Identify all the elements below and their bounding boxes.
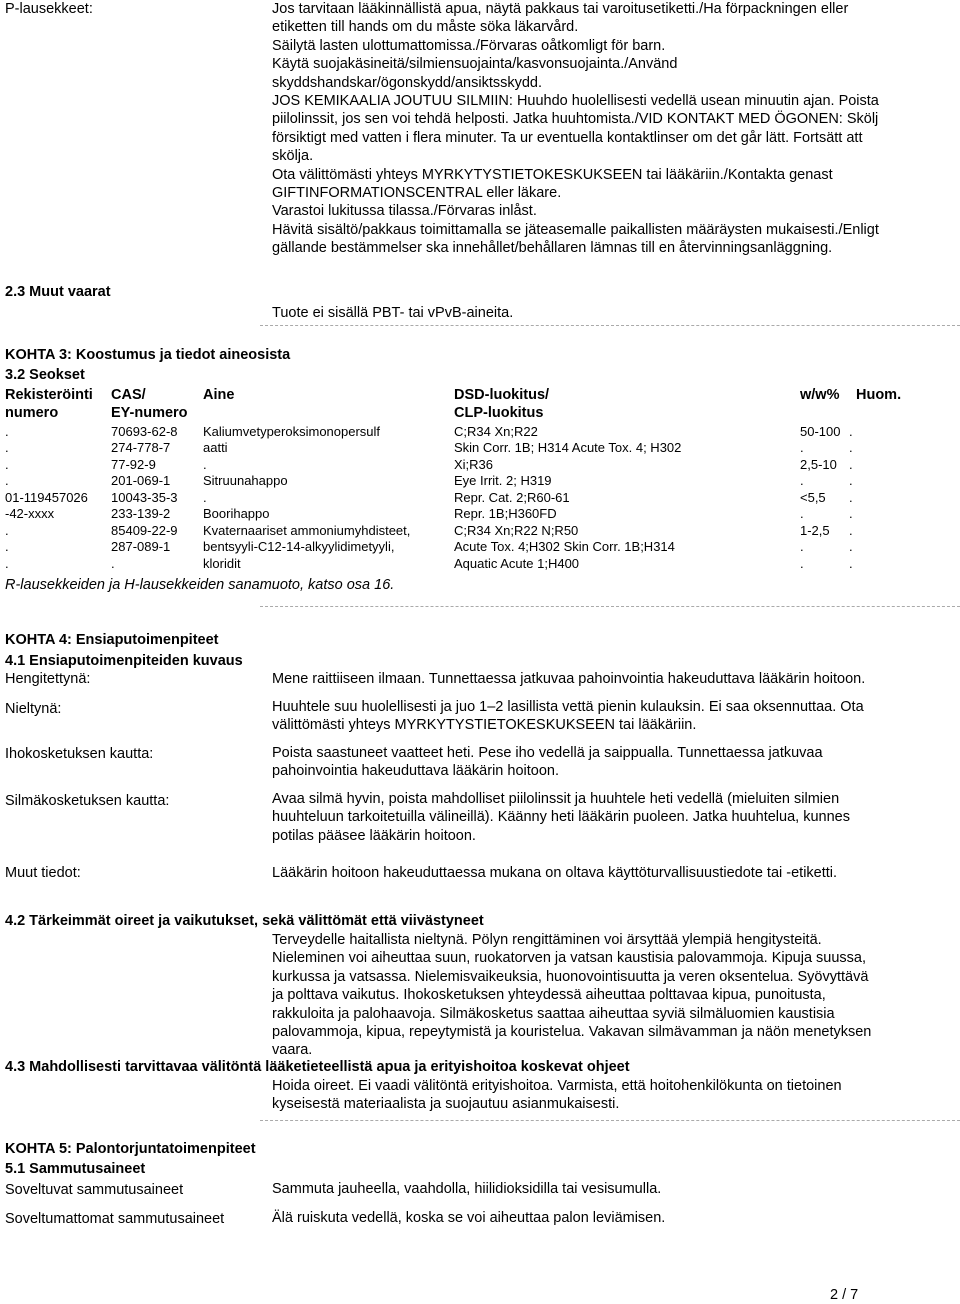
p-line: Käytä suojakäsineitä/silmiensuojainta/kasvonsuojainta./Använd xyxy=(272,56,678,73)
cell-dsd: C;R34 Xn;R22 xyxy=(454,424,538,439)
p-line: Varastoi lukitussa tilassa./Förvaras inlåst. xyxy=(272,203,537,220)
cell-huom: . xyxy=(849,457,853,472)
cell-reg: . xyxy=(5,556,9,571)
first-aid-text xyxy=(272,698,952,735)
cell-huom: . xyxy=(849,539,853,554)
p-statements-label: P-lausekkeet: xyxy=(5,1,93,17)
divider xyxy=(260,1120,960,1121)
text-line: Terveydelle haitallista nieltynä. Pölyn rengittäminen voi ärsyttää ylempiä hengitysteitä. xyxy=(272,932,822,948)
first-aid-label: Nieltynä: xyxy=(5,701,62,717)
cell-cas: 274-778-7 xyxy=(111,440,171,455)
section-4-3-heading: 4.3 Mahdollisesti tarvittavaa välitöntä lääketieteellistä apua ja erityishoitoa koskevat ohjeet xyxy=(5,1059,630,1075)
cell-reg: . xyxy=(5,523,9,538)
cell-reg: . xyxy=(5,457,9,472)
col-header-reg: Rekisteröinti xyxy=(5,387,93,403)
col-header-dsd: DSD-luokitus/ xyxy=(454,387,550,403)
p-line: JOS KEMIKAALIA JOUTUU SILMIIN: Huuhdo huolellisesti vedellä usean minuutin ajan. Poista xyxy=(272,92,879,109)
text-line: kyseisestä materiaalista ja suojautuu asianmukaisesti. xyxy=(272,1096,620,1113)
p-line: skölja. xyxy=(272,148,314,165)
extinguish-text: Sammuta jauheella, vaahdolla, hiilidioksidilla tai vesisumulla. xyxy=(272,1181,662,1197)
p-line: Säilytä lasten ulottumattomissa./Förvaras oåtkomligt för barn. xyxy=(272,37,666,54)
col-header-dsd: CLP-luokitus xyxy=(454,405,544,421)
section-3-heading: KOHTA 3: Koostumus ja tiedot aineosista xyxy=(5,347,291,363)
cell-dsd: C;R34 Xn;R22 N;R50 xyxy=(454,523,579,538)
section-2-3-heading: 2.3 Muut vaarat xyxy=(5,284,111,300)
cell-dsd: Repr. Cat. 2;R60-61 xyxy=(454,490,570,505)
cell-huom: . xyxy=(849,523,853,538)
section-3-note: R-lausekkeiden ja H-lausekkeiden sanamuoto, katso osa 16. xyxy=(5,577,395,593)
text-line: Nieleminen voi aiheuttaa suun, ruokatorven ja vatsan kaustisia palovammoja. Kipuja suussa, xyxy=(272,950,867,967)
col-header-huom: Huom. xyxy=(856,387,902,403)
first-aid-text xyxy=(272,670,952,688)
text-line: palovammoja, kipua, repeytymistä ja kouristelua. Vakavan silmävamman ja näön menetyksen xyxy=(272,1024,872,1041)
cell-ww: 1-2,5 xyxy=(800,523,830,538)
section-4-1-heading: 4.1 Ensiaputoimenpiteiden kuvaus xyxy=(5,653,243,669)
p-line: etiketten till hands om du måste söka läkarvård. xyxy=(272,19,579,36)
p-line: piilolinssit, jos sen voi tehdä helposti. Jatka huuhtomista./VID KONTAKT MED ÖGONEN: Skölj xyxy=(272,111,879,128)
cell-huom: . xyxy=(849,440,853,455)
cell-cas: . xyxy=(111,556,115,571)
cell-reg: . xyxy=(5,440,9,455)
cell-reg: 01-119457026 xyxy=(5,490,88,505)
divider xyxy=(260,606,960,607)
text-line: kurkussa ja vatsassa. Nielemisvaikeuksia, huonovointisuutta ja veren oksentelua. Syövyttävä xyxy=(272,968,869,985)
cell-cas: 77-92-9 xyxy=(111,457,156,472)
first-aid-label: Muut tiedot: xyxy=(5,865,81,881)
cell-reg: . xyxy=(5,424,9,439)
cell-cas: 201-069-1 xyxy=(111,473,171,488)
cell-cas: 70693-62-8 xyxy=(111,424,178,439)
text-line: Hoida oireet. Ei vaadi välitöntä erityishoitoa. Varmista, että hoitohenkilökunta on tietoinen xyxy=(272,1078,842,1094)
p-statements-text xyxy=(272,0,956,257)
col-header-ww: w/w% xyxy=(800,387,840,403)
text-line: pahoinvointia hakeuduttava lääkärin hoitoon. xyxy=(272,763,559,780)
first-aid-text xyxy=(272,864,952,882)
text-line: Lääkärin hoitoon hakeuduttaessa mukana on oltava käyttöturvallisuustiedote tai -etiketti. xyxy=(272,865,838,881)
text-line: huuhteluun tarkoitetuilla välineillä). Käänny heti lääkärin puoleen. Jatka huuhtelua, kunnes xyxy=(272,809,850,826)
cell-ww: . xyxy=(800,473,804,488)
p-line: Hävitä sisältö/pakkaus toimittamalla se jäteasemalle paikallisten määräysten mukaisesti./Enligt xyxy=(272,221,879,238)
section-3-2-heading: 3.2 Seokset xyxy=(5,367,85,383)
col-header-aine: Aine xyxy=(203,387,235,403)
p-line: gällande bestämmelser ska innehållet/behållaren lämnas till en återvinningsanläggning. xyxy=(272,240,833,257)
cell-huom: . xyxy=(849,490,853,505)
text-line: ja polttava vaikutus. Ihokosketuksen yhteydessä aiheuttaa polttavaa kipua, punoitusta, xyxy=(272,987,826,1004)
cell-dsd: Acute Tox. 4;H302 Skin Corr. 1B;H314 xyxy=(454,539,675,554)
first-aid-label: Ihokosketuksen kautta: xyxy=(5,746,154,762)
section-4-3-text xyxy=(272,1077,952,1114)
cell-cas: 233-139-2 xyxy=(111,506,171,521)
divider xyxy=(260,325,960,326)
section-2-3-text: Tuote ei sisällä PBT- tai vPvB-aineita. xyxy=(272,305,514,321)
cell-reg: -42-xxxx xyxy=(5,506,55,521)
cell-aine: bentsyyli-C12-14-alkyylidimetyyli, xyxy=(203,539,395,554)
cell-ww: . xyxy=(800,539,804,554)
section-4-2-heading: 4.2 Tärkeimmät oireet ja vaikutukset, sekä välittömät että viivästyneet xyxy=(5,913,484,929)
col-header-cas: EY-numero xyxy=(111,405,188,421)
cell-ww: . xyxy=(800,556,804,571)
cell-cas: 85409-22-9 xyxy=(111,523,178,538)
first-aid-label: Silmäkosketuksen kautta: xyxy=(5,793,170,809)
cell-dsd: Skin Corr. 1B; H314 Acute Tox. 4; H302 xyxy=(454,440,682,455)
cell-cas: 287-089-1 xyxy=(111,539,171,554)
first-aid-text xyxy=(272,790,952,845)
cell-aine: Boorihappo xyxy=(203,506,270,521)
page-number: 2 / 7 xyxy=(830,1287,859,1303)
cell-ww: <5,5 xyxy=(800,490,826,505)
p-line: Jos tarvitaan lääkinnällistä apua, näytä pakkaus tai varoitusetiketti./Ha förpackningen eller xyxy=(272,1,849,17)
cell-dsd: Repr. 1B;H360FD xyxy=(454,506,557,521)
text-line: Avaa silmä hyvin, poista mahdolliset piilolinssit ja huuhtele heti vedellä (mieluiten silmien xyxy=(272,791,840,807)
extinguish-label: Soveltumattomat sammutusaineet xyxy=(5,1211,225,1227)
text-line: Huuhtele suu huolellisesti ja juo 1–2 lasillista vettä pienin kulauksin. Ei saa oksennuttaa. Ota xyxy=(272,699,864,715)
cell-ww: 50-100 xyxy=(800,424,841,439)
cell-huom: . xyxy=(849,556,853,571)
cell-dsd: Xi;R36 xyxy=(454,457,494,472)
p-line: GIFTINFORMATIONSCENTRAL eller läkare. xyxy=(272,184,562,201)
p-line: Ota välittömästi yhteys MYRKYTYSTIETOKESKUKSEEN tai lääkäriin./Kontakta genast xyxy=(272,166,833,183)
col-header-cas: CAS/ xyxy=(111,387,146,403)
extinguish-label: Soveltuvat sammutusaineet xyxy=(5,1182,184,1198)
cell-aine: Kvaternaariset ammoniumyhdisteet, xyxy=(203,523,411,538)
section-5-heading: KOHTA 5: Palontorjuntatoimenpiteet xyxy=(5,1141,256,1157)
cell-aine: Sitruunahappo xyxy=(203,473,288,488)
text-line: välittömästi yhteys MYRKYTYSTIETOKESKUKSEEN tai lääkäriin. xyxy=(272,717,697,734)
text-line: potilas pääsee lääkärin hoitoon. xyxy=(272,827,476,844)
section-4-2-text xyxy=(272,931,952,1060)
cell-reg: . xyxy=(5,539,9,554)
col-header-reg: numero xyxy=(5,405,59,421)
first-aid-text xyxy=(272,744,952,781)
cell-cas: 10043-35-3 xyxy=(111,490,178,505)
cell-aine: aatti xyxy=(203,440,228,455)
cell-ww: . xyxy=(800,440,804,455)
cell-huom: . xyxy=(849,424,853,439)
first-aid-label: Hengitettynä: xyxy=(5,671,91,687)
cell-huom: . xyxy=(849,473,853,488)
text-line: Poista saastuneet vaatteet heti. Pese iho vedellä ja saippualla. Tunnettaessa jatkuvaa xyxy=(272,745,823,761)
extinguish-text: Älä ruiskuta vedellä, koska se voi aiheuttaa palon leviämisen. xyxy=(272,1210,666,1226)
p-line: försiktigt med vatten i flera minuter. Ta ur eventuella kontaktlinser om det går lätt. Fortsätt att xyxy=(272,129,863,146)
cell-aine: kloridit xyxy=(203,556,241,571)
section-4-heading: KOHTA 4: Ensiaputoimenpiteet xyxy=(5,632,219,648)
cell-huom: . xyxy=(849,506,853,521)
cell-ww: 2,5-10 xyxy=(800,457,837,472)
cell-aine: . xyxy=(203,457,207,472)
p-line: skyddshandskar/ögonskydd/ansiktsskydd. xyxy=(272,74,543,91)
text-line: rakkuloita ja palohaavoja. Silmäkosketus saattaa aiheuttaa syviä silmäluomien kaustisia xyxy=(272,1005,835,1022)
cell-dsd: Aquatic Acute 1;H400 xyxy=(454,556,580,571)
cell-aine: Kaliumvetyperoksimonopersulf xyxy=(203,424,381,439)
text-line: vaara. xyxy=(272,1042,313,1059)
cell-reg: . xyxy=(5,473,9,488)
cell-ww: . xyxy=(800,506,804,521)
text-line: Mene raittiiseen ilmaan. Tunnettaessa jatkuvaa pahoinvointia hakeuduttava lääkärin hoitoon. xyxy=(272,671,866,687)
section-5-1-heading: 5.1 Sammutusaineet xyxy=(5,1161,146,1177)
cell-aine: . xyxy=(203,490,207,505)
cell-dsd: Eye Irrit. 2; H319 xyxy=(454,473,552,488)
